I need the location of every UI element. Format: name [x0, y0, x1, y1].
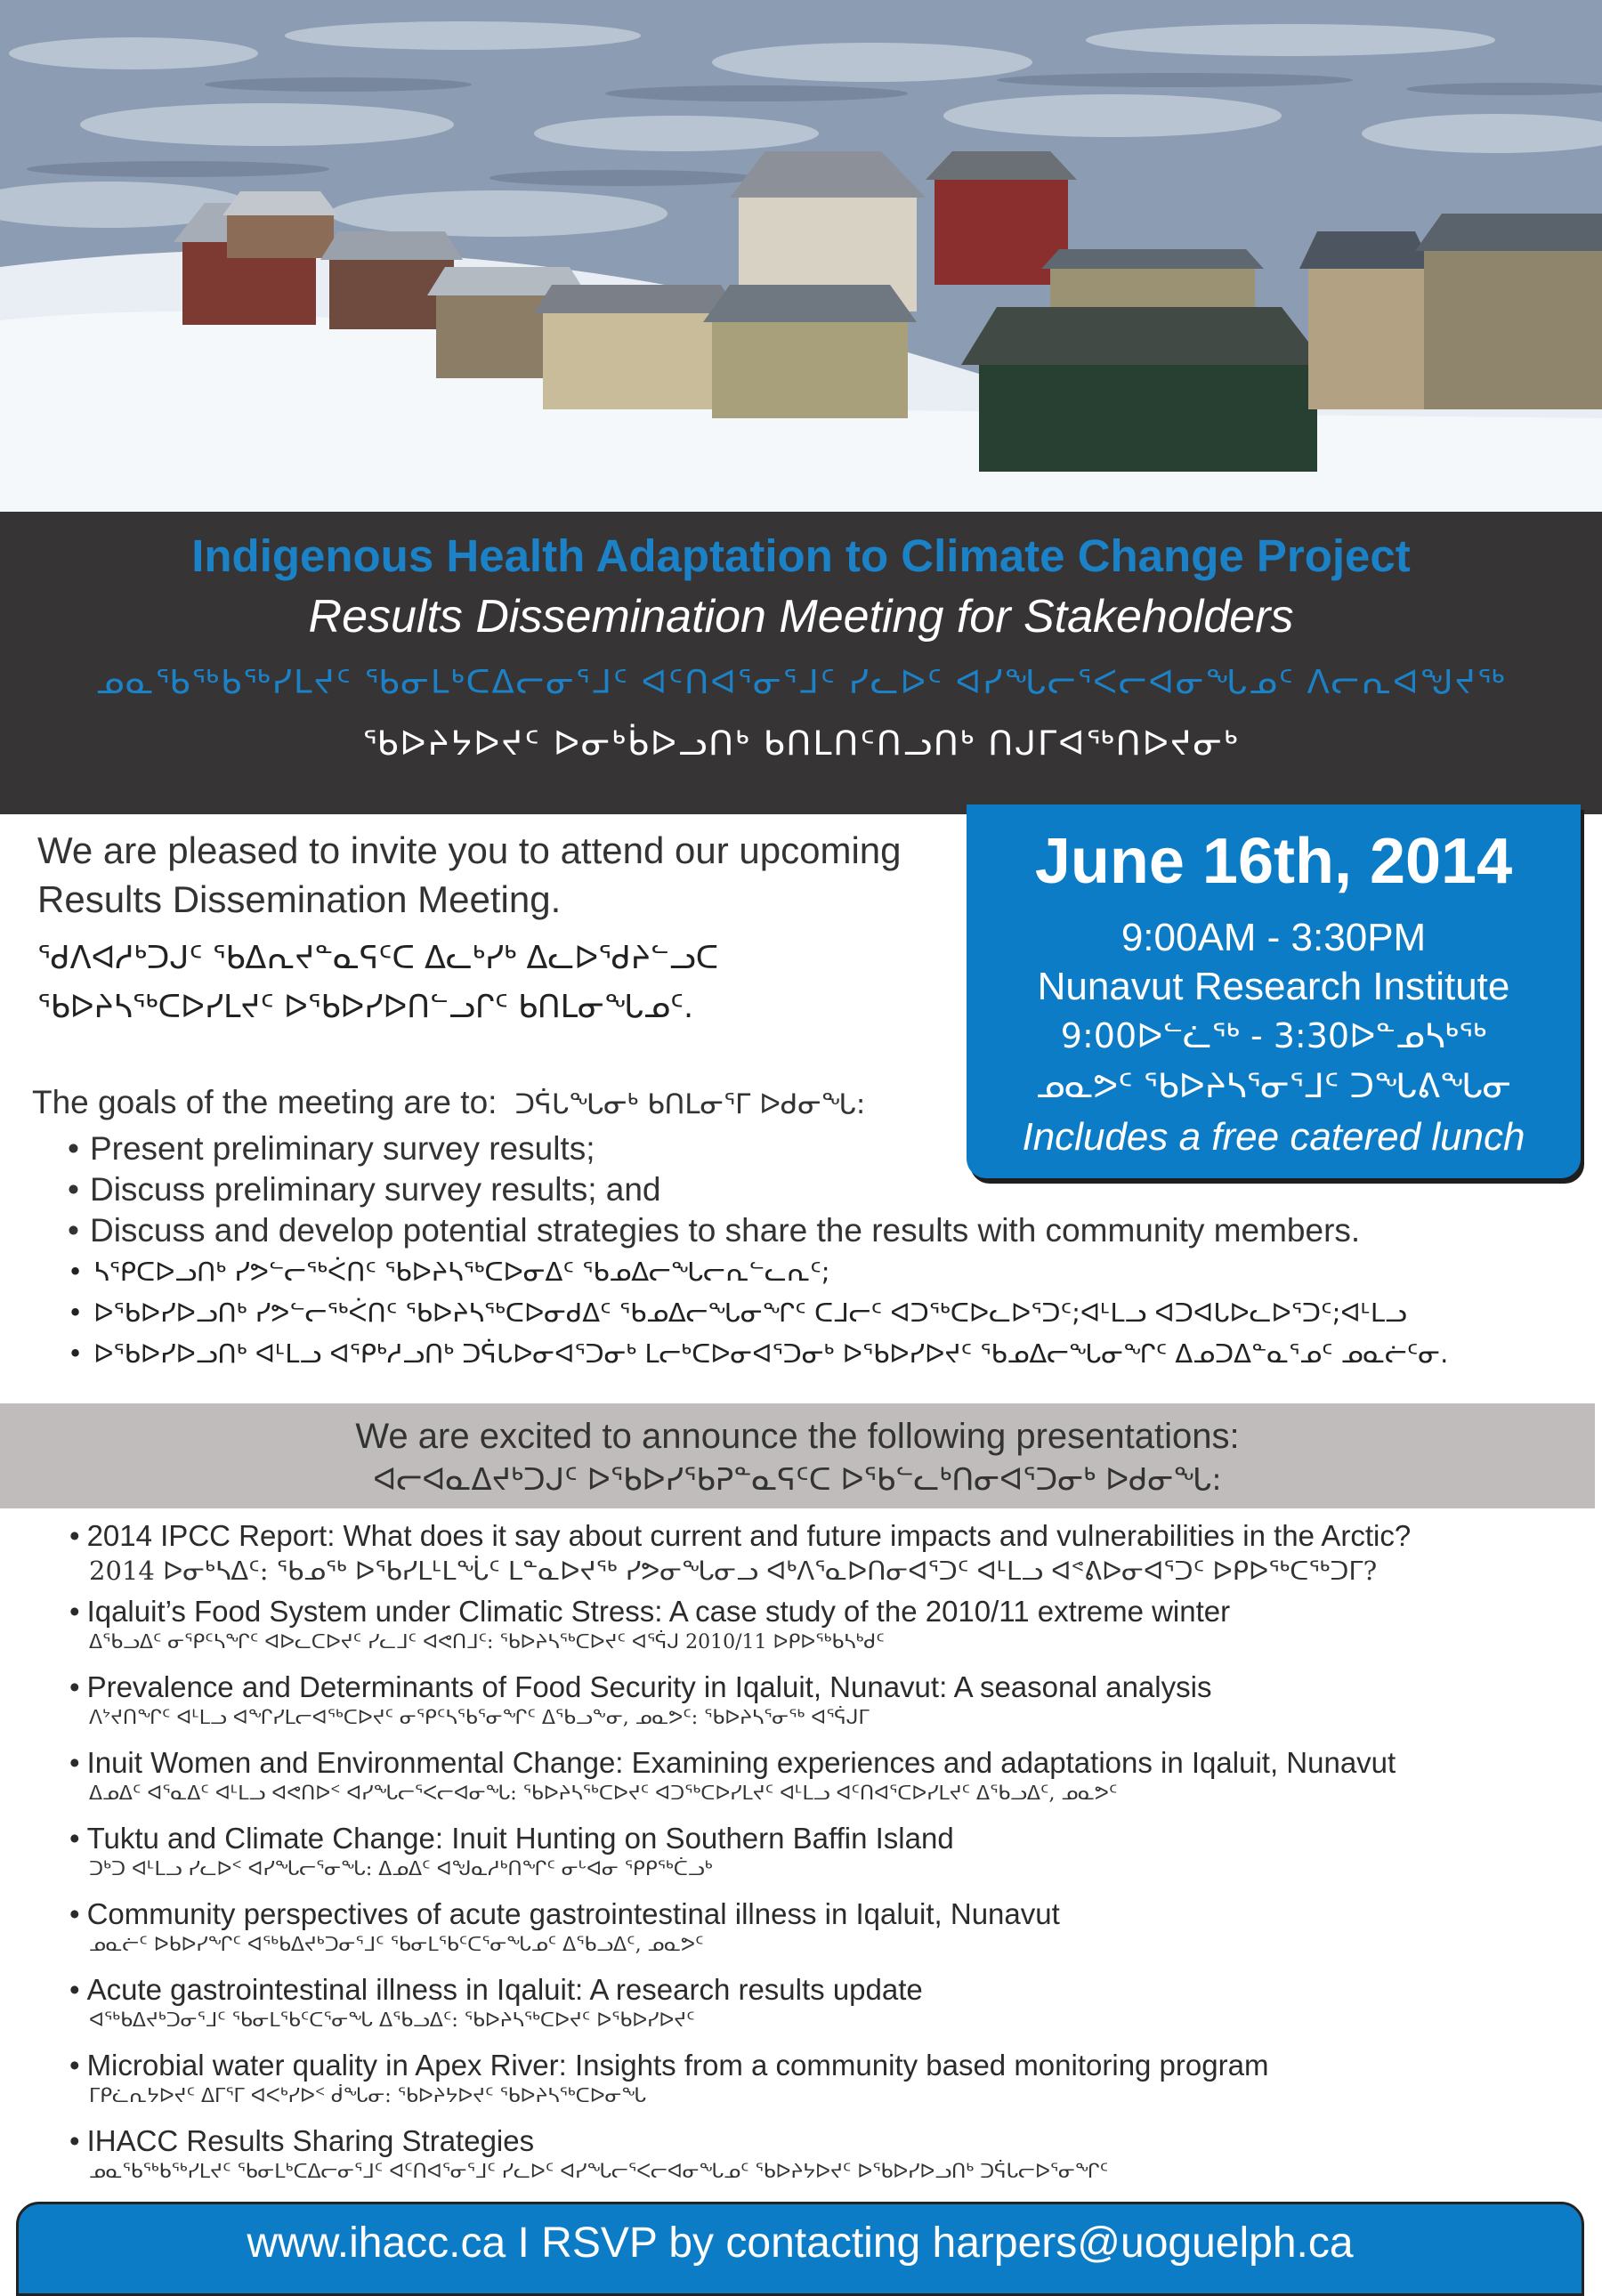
- goals-heading-inuktitut: ᑐᕌᒐᖓᓂᒃ ᑲᑎᒪᓂᕐᒥ ᐅᑯᓂᖓ:: [514, 1088, 866, 1120]
- presentation-item: [69, 1896, 1582, 1972]
- presentation-item: [69, 1594, 1582, 1669]
- event-venue-inuktitut: ᓄᓇᕗᑦ ᖃᐅᔨᓴᕐᓂᕐᒧᑦ ᑐᖓᕕᖓᓂ: [1035, 1066, 1512, 1105]
- arctic-town-illustration: [0, 0, 1602, 512]
- goal-item-inuktitut: • ᐅᖃᐅᓯᐅᓗᑎᒃ ᓯᕗᓪᓕᖅᐹᑎᑦ ᖃᐅᔨᓴᖅᑕᐅᓂᑯᐃᑦ ᖃᓄᐃᓕᖓᓂᖏᑦ ᑕᒧᓕᑦ ᐊᑐᖅᑕᐅᓚᐅᕐᑐᑦ;ᐊᒻᒪᓗ ᐊᑐᐊᒐᐅᓚᐅᕐᑐᑦ;ᐊᒻᒪᓗ: [68, 1292, 1581, 1333]
- presentation-title-inuktitut: ᐱᔾᔪᑎᖏᑦ ᐊᒻᒪᓗ ᐊᖏᓯᒪᓕᐊᖅᑕᐅᔪᑦ ᓂᕿᑦᓴᖃᕐᓂᖏᑦ ᐃᖃᓗᖕᓂ, ᓄᓇᕗᑦ: ᖃᐅᔨᓴᕐᓂᖅ ᐊᕐᕌᒍᒥ: [89, 1707, 870, 1729]
- goals-heading: [32, 1079, 1581, 1128]
- invitation: [37, 826, 936, 1032]
- goal-item-inuktitut: • ᐅᖃᐅᓯᐅᓗᑎᒃ ᐊᒻᒪᓗ ᐊᕿᒃᓱᓗᑎᒃ ᑐᕌᒐᐅᓂᐊᕐᑐᓂᒃ ᒪᓕᒃᑕᐅᓂᐊᕐᑐᓂᒃ ᐅᖃᐅᓯᐅᔪᑦ ᖃᓄᐃᓕᖓᓂᖏᑦ ᐃᓄᑐᐃᓐᓇᕐᓄᑦ ᓄᓇᓖᑦᓂ.: [68, 1333, 1581, 1374]
- presentation-item: [69, 1972, 1582, 2048]
- invitation-text: We are pleased to invite you to attend our upcoming Results Dissemination Meeting.: [37, 829, 902, 920]
- presentation-title: • Microbial water quality in Apex River: Insights from a community based monitoring program: [69, 2048, 1582, 2083]
- presentation-item: [69, 1669, 1582, 1745]
- goal-item: • Present preliminary survey results;: [68, 1128, 1581, 1169]
- presentation-title-inuktitut: ᓄᓇᓖᑦ ᐅᑲᐅᓯᖏᑦ ᐊᖅᑲᐃᔪᒃᑐᓂᕐᒧᑦ ᖃᓂᒪᖃᑦᑕᕐᓂᖓᓄᑦ ᐃᖃᓗᐃᑦ, ᓄᓇᕗᑦ: [89, 1934, 704, 1956]
- announcement-text-inuktitut: ᐊᓕᐊᓇᐃᔪᒃᑐᒍᑦ ᐅᖃᐅᓯᖃᕈᓐᓇᕋᑦᑕ ᐅᖃᓪᓚᒃᑎᓂᐊᕐᑐᓂᒃ ᐅᑯᓂᖓ:: [373, 1462, 1222, 1498]
- presentation-title: • IHACC Results Sharing Strategies: [69, 2123, 1582, 2159]
- goal-item: • Discuss preliminary survey results; and: [68, 1169, 1581, 1210]
- presentation-title: • Iqaluit’s Food System under Climatic Stress: A case study of the 2010/11 extreme winter: [69, 1594, 1582, 1629]
- announcement-band: [0, 1403, 1595, 1508]
- presentation-title: • Tuktu and Climate Change: Inuit Hunting on Southern Baffin Island: [69, 1821, 1582, 1856]
- presentation-title-inuktitut: ᓄᓇᖃᖅᑲᖅᓯᒪᔪᑦ ᖃᓂᒪᒃᑕᐃᓕᓂᕐᒧᑦ ᐊᑦᑎᐊᕐᓂᕐᒧᑦ ᓯᓚᐅᑦ ᐊᓯᖓᓕᕐᐸᓕᐊᓂᖓᓄᑦ ᖃᐅᔨᔭᐅᔪᑦ ᐅᖃᐅᓯᐅᓗᑎᒃ ᑐᕌᒐᓕᐅᕐᓂᖏᑦ: [89, 2161, 1109, 2183]
- meeting-subtitle-inuktitut: ᖃᐅᔨᔭᐅᔪᑦ ᐅᓂᒃᑳᐅᓗᑎᒃ ᑲᑎᒪᑎᑦᑎᓗᑎᒃ ᑎᒍᒥᐊᖅᑎᐅᔪᓂᒃ: [362, 724, 1240, 763]
- hero-photo: [0, 0, 1602, 512]
- presentation-title: • 2014 IPCC Report: What does it say about current and future impacts and vulnerabilities in the Arctic?: [69, 1518, 1582, 1554]
- presentation-item: [69, 1518, 1582, 1594]
- footer-contact[interactable]: www.ihacc.ca I RSVP by contacting harpers@uoguelph.ca: [247, 2219, 1354, 2267]
- footer-bar: [16, 2202, 1584, 2296]
- presentation-item: [69, 1821, 1582, 1896]
- announcement-text: We are excited to announce the following presentations:: [355, 1417, 1240, 1456]
- presentation-title-inuktitut: 2014 ᐅᓂᒃᓴᐃᑦ: ᖃᓄᖅ ᐅᖃᓯᒪᒻᒪᖔᑦ ᒪᓐᓇᐅᔪᖅ ᓯᕗᓂᖓᓂᓗ ᐊᒃᐱᕐᓇᐅᑎᓂᐊᕐᑐᑦ ᐊᒻᒪᓗ ᐊᕝᕕᐅᓂᐊᕐᑐᑦ ᐅᑭᐅᖅᑕᖅᑐᒥ?: [89, 1556, 1378, 1586]
- invitation-text-inuktitut: ᖁᐱᐊᓱᒃᑐᒍᑦ ᖃᐃᕆᔪᓐᓇᕋᑦᑕ ᐃᓚᒃᓯᒃ ᐃᓚᐅᖁᔨᓪᓗᑕ ᖃᐅᔨᓴᖅᑕᐅᓯᒪᔪᑦ ᐅᖃᐅᓯᐅᑎᓪᓗᒋᑦ ᑲᑎᒪᓂᖓᓄᑦ.: [37, 941, 719, 1025]
- goals-heading-text: The goals of the meeting are to:: [32, 1084, 498, 1120]
- presentation-item: [69, 1745, 1582, 1821]
- presentation-list: [69, 1518, 1582, 2199]
- title-band: [0, 512, 1602, 814]
- event-date: June 16th, 2014: [1034, 826, 1513, 897]
- presentation-title: • Inuit Women and Environmental Change: Examining experiences and adaptations in Iqaluit, Nunavut: [69, 1745, 1582, 1781]
- event-time: 9:00AM - 3:30PM: [1121, 916, 1427, 959]
- presentation-title-inuktitut: ᒥᑭᓛᕆᔭᐅᔪᑦ ᐃᒥᕐᒥ ᐊᐸᒃᓯᐅᑉ ᑰᖓᓂ: ᖃᐅᔨᔭᐅᔪᑦ ᖃᐅᔨᓴᖅᑕᐅᓂᖓ: [89, 2085, 647, 2107]
- meeting-subtitle: Results Dissemination Meeting for Stakeholders: [308, 591, 1294, 643]
- lunch-note: Includes a free catered lunch: [1022, 1115, 1525, 1159]
- presentation-title: • Acute gastrointestinal illness in Iqaluit: A research results update: [69, 1972, 1582, 2008]
- presentation-title-inuktitut: ᐃᓄᐃᑦ ᐊᕐᓇᐃᑦ ᐊᒻᒪᓗ ᐊᕙᑎᐅᑉ ᐊᓯᖓᓕᕐᐸᓕᐊᓂᖓ: ᖃᐅᔨᓴᖅᑕᐅᔪᑦ ᐊᑐᖅᑕᐅᓯᒪᔪᑦ ᐊᒻᒪᓗ ᐊᑦᑎᐊᕐᑕᐅᓯᒪᔪᑦ ᐃᖃᓗᐃᑦ, ᓄᓇᕗᑦ: [89, 1783, 1118, 1805]
- event-time-inuktitut: 9:00ᐅᓪᓛᖅ - 3:30ᐅᓐᓄᓴᒃᖅ: [1060, 1016, 1487, 1055]
- presentation-title: • Prevalence and Determinants of Food Security in Iqaluit, Nunavut: A seasonal analysis: [69, 1669, 1582, 1705]
- presentation-title-inuktitut: ᐊᖅᑲᐃᔪᒃᑐᓂᕐᒧᑦ ᖃᓂᒪᖃᑦᑕᕐᓂᖓ ᐃᖃᓗᐃᑦ: ᖃᐅᔨᓴᖅᑕᐅᔪᑦ ᐅᖃᐅᓯᐅᔪᑦ: [89, 2009, 695, 2032]
- presentation-title: • Community perspectives of acute gastrointestinal illness in Iqaluit, Nunavut: [69, 1896, 1582, 1932]
- presentation-item: [69, 2048, 1582, 2123]
- presentation-item: [69, 2123, 1582, 2199]
- goals-list: [32, 1128, 1581, 1374]
- goal-item: • Discuss and develop potential strategies to share the results with community members.: [68, 1210, 1581, 1251]
- project-title: Indigenous Health Adaptation to Climate Change Project: [191, 530, 1411, 581]
- project-title-inuktitut: ᓄᓇᖃᖅᑲᖅᓯᒪᔪᑦ ᖃᓂᒪᒃᑕᐃᓕᓂᕐᒧᑦ ᐊᑦᑎᐊᕐᓂᕐᒧᑦ ᓯᓚᐅᑦ ᐊᓯᖓᓕᕐᐸᓕᐊᓂᖓᓄᑦ ᐱᓕᕆᐊᖑᔪᖅ: [95, 663, 1507, 701]
- presentation-title-inuktitut: ᑐᒃᑐ ᐊᒻᒪᓗ ᓯᓚᐅᑉ ᐊᓯᖓᓕᕐᓂᖓ: ᐃᓄᐃᑦ ᐊᖑᓇᓱᒃᑎᖏᑦ ᓂᒡᐊᓂ ᕿᑭᖅᑖᓗᒃ: [89, 1858, 713, 1880]
- presentation-title-inuktitut: ᐃᖃᓗᐃᑦ ᓂᕿᑦᓴᖏᑦ ᐊᐅᓚᑕᐅᔪᑦ ᓯᓚᒧᑦ ᐊᕙᑎᒧᑦ: ᖃᐅᔨᓴᖅᑕᐅᔪᑦ ᐊᕐᕌᒍ 2010/11 ᐅᑭᐅᖅᑲᓴᒃᑯᑦ: [89, 1631, 885, 1653]
- event-venue: Nunavut Research Institute: [1037, 965, 1510, 1008]
- goal-item-inuktitut: • ᓴᕿᑕᐅᓗᑎᒃ ᓯᕗᓪᓕᖅᐹᑎᑦ ᖃᐅᔨᓴᖅᑕᐅᓂᐃᑦ ᖃᓄᐃᓕᖓᓕᕆᓪᓚᕆᑦ;: [68, 1251, 1581, 1292]
- meeting-goals: [32, 1079, 1581, 1374]
